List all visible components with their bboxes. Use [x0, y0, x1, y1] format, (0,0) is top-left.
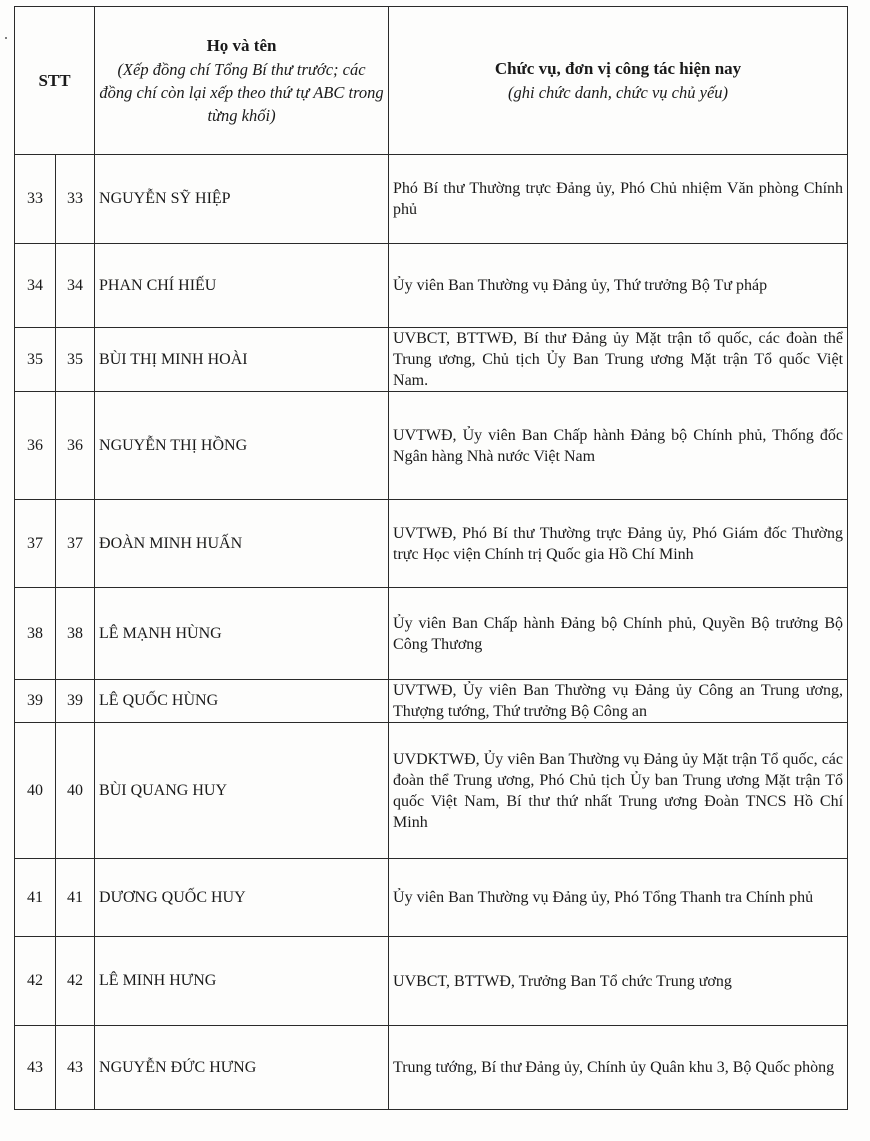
table-row: [15, 244, 848, 328]
row-name: NGUYỄN THỊ HỒNG: [95, 392, 389, 500]
row-position: UVDKTWĐ, Ủy viên Ban Thường vụ Đảng ủy Mặt trận Tổ quốc, các đoàn thể Trung ương, Phó Chủ tịch Ủy ban Trung ương Mặt trận Tổ quốc Việt Nam, Bí thư thứ nhất Trung ương Đoàn TNCS Hồ Chí Minh: [389, 723, 848, 859]
row-stt: 36: [15, 392, 56, 500]
row-name: PHAN CHÍ HIẾU: [95, 244, 389, 328]
row-position: Ủy viên Ban Thường vụ Đảng ủy, Phó Tổng Thanh tra Chính phủ: [389, 859, 848, 937]
row-name: NGUYỄN SỸ HIỆP: [95, 155, 389, 244]
table-row: [15, 859, 848, 937]
row-name: DƯƠNG QUỐC HUY: [95, 859, 389, 937]
stt-header: STT: [15, 7, 95, 155]
position-header-title: Chức vụ, đơn vị công tác hiện nay: [494, 59, 742, 78]
row-stt-group: 36: [56, 392, 95, 500]
personnel-table: [14, 6, 848, 1110]
row-position: Ủy viên Ban Chấp hành Đảng bộ Chính phủ, Quyền Bộ trưởng Bộ Công Thương: [389, 588, 848, 680]
name-header: [95, 7, 389, 155]
row-position: UVBCT, BTTWĐ, Bí thư Đảng ủy Mặt trận tổ quốc, các đoàn thể Trung ương, Chủ tịch Ủy Ban Trung ương Mặt trận Tổ quốc Việt Nam.: [389, 328, 848, 392]
row-position: UVTWĐ, Phó Bí thư Thường trực Đảng ủy, Phó Giám đốc Thường trực Học viện Chính trị Quốc gia Hồ Chí Minh: [389, 500, 848, 588]
row-stt: 37: [15, 500, 56, 588]
row-stt-group: 33: [56, 155, 95, 244]
row-position: Ủy viên Ban Thường vụ Đảng ủy, Thứ trưởng Bộ Tư pháp: [389, 244, 848, 328]
row-stt-group: 43: [56, 1026, 95, 1110]
row-stt-group: 37: [56, 500, 95, 588]
position-header: [389, 7, 848, 155]
row-stt-group: 34: [56, 244, 95, 328]
row-stt-group: 38: [56, 588, 95, 680]
table-row: [15, 392, 848, 500]
row-stt-group: 40: [56, 723, 95, 859]
table-row: [15, 155, 848, 244]
row-stt: 40: [15, 723, 56, 859]
row-stt: 34: [15, 244, 56, 328]
row-name: BÙI QUANG HUY: [95, 723, 389, 859]
row-name: LÊ MẠNH HÙNG: [95, 588, 389, 680]
position-header-note: (ghi chức danh, chức vụ chủ yếu): [507, 83, 729, 102]
row-position: Trung tướng, Bí thư Đảng ủy, Chính ủy Quân khu 3, Bộ Quốc phòng: [389, 1026, 848, 1110]
scan-speck: [5, 37, 7, 39]
row-position: UVTWĐ, Ủy viên Ban Chấp hành Đảng bộ Chính phủ, Thống đốc Ngân hàng Nhà nước Việt Nam: [389, 392, 848, 500]
row-stt: 35: [15, 328, 56, 392]
table-row: [15, 680, 848, 723]
table-row: [15, 588, 848, 680]
row-stt-group: 35: [56, 328, 95, 392]
row-name: LÊ MINH HƯNG: [95, 937, 389, 1026]
row-stt-group: 42: [56, 937, 95, 1026]
row-name: BÙI THỊ MINH HOÀI: [95, 328, 389, 392]
table-row: [15, 937, 848, 1026]
name-header-title: Họ và tên: [206, 36, 277, 55]
name-header-note: (Xếp đồng chí Tổng Bí thư trước; các đồng chí còn lại xếp theo thứ tự ABC trong từng khối): [99, 60, 384, 125]
row-position: UVBCT, BTTWĐ, Trưởng Ban Tổ chức Trung ương: [389, 937, 848, 1026]
row-name: NGUYỄN ĐỨC HƯNG: [95, 1026, 389, 1110]
row-stt: 33: [15, 155, 56, 244]
row-stt: 43: [15, 1026, 56, 1110]
row-stt: 42: [15, 937, 56, 1026]
header-row: [15, 7, 848, 155]
row-stt: 41: [15, 859, 56, 937]
table-row: [15, 328, 848, 392]
row-stt: 38: [15, 588, 56, 680]
row-stt-group: 39: [56, 680, 95, 723]
table-row: [15, 723, 848, 859]
row-stt-group: 41: [56, 859, 95, 937]
table-row: [15, 500, 848, 588]
row-position: Phó Bí thư Thường trực Đảng ủy, Phó Chủ nhiệm Văn phòng Chính phủ: [389, 155, 848, 244]
row-stt: 39: [15, 680, 56, 723]
row-name: LÊ QUỐC HÙNG: [95, 680, 389, 723]
row-position: UVTWĐ, Ủy viên Ban Thường vụ Đảng ủy Công an Trung ương, Thượng tướng, Thứ trưởng Bộ Công an: [389, 680, 848, 723]
row-name: ĐOÀN MINH HUẤN: [95, 500, 389, 588]
table-row: [15, 1026, 848, 1110]
